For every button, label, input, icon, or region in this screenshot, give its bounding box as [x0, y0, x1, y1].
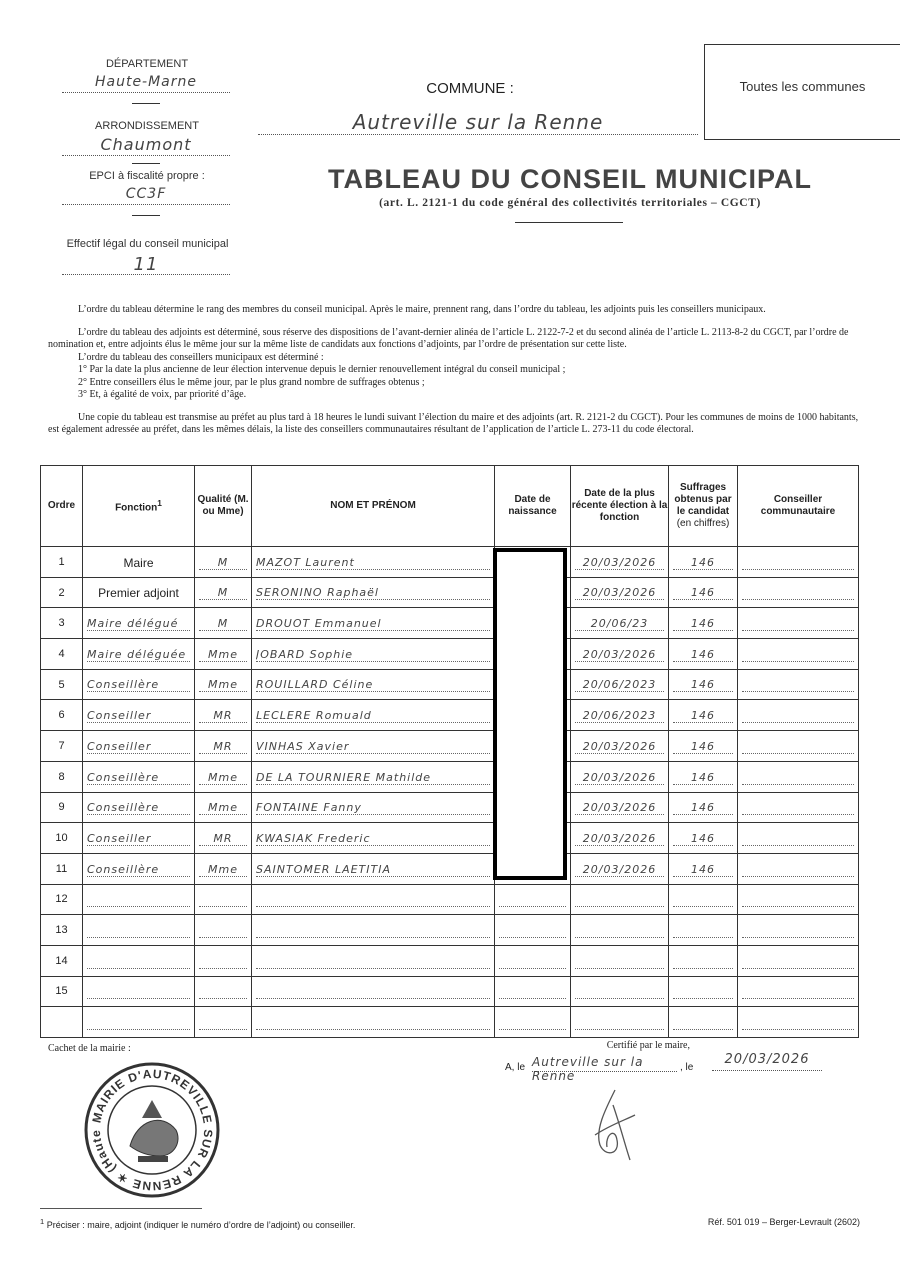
- suffrages-cell: [669, 669, 738, 700]
- effectif-label: Effectif légal du conseil municipal: [66, 238, 229, 250]
- fonction-cell-value: [87, 937, 190, 938]
- election-cell: [571, 700, 669, 731]
- election-cell-value: [575, 937, 664, 938]
- suffrages-cell: [669, 945, 738, 976]
- suffrages-cell: [669, 608, 738, 639]
- fonction-cell-value: [87, 968, 190, 969]
- suffrages-cell-value: 146: [673, 678, 733, 692]
- naissance-cell: [495, 915, 571, 946]
- arrondissement-label: ARRONDISSEMENT: [95, 120, 199, 132]
- qualite-cell-value: MR: [199, 832, 247, 846]
- redaction-box: [493, 548, 567, 880]
- divider: [132, 163, 160, 164]
- arrondissement-value: Chaumont: [62, 135, 230, 156]
- communautaire-cell: [738, 639, 859, 670]
- election-cell: [571, 547, 669, 578]
- page-title: TABLEAU DU CONSEIL MUNICIPAL: [328, 164, 812, 194]
- suffrages-cell: [669, 1007, 738, 1038]
- departement-label: DÉPARTEMENT: [105, 58, 189, 70]
- communautaire-cell: [738, 700, 859, 731]
- ordre-cell: [41, 1007, 83, 1038]
- table-row: [41, 853, 859, 884]
- footnote-marker: 1: [157, 498, 162, 509]
- ordre-cell: 4: [41, 639, 83, 670]
- divider: [515, 222, 623, 223]
- intro-paragraph: Une copie du tableau est transmise au préfet au plus tard à 18 heures le lundi suivant l’élection du maire et des adjoints (art. R. 2121-2 du CGCT). Pour les communes de moins de 1000 habitants, est également adressée au préfet, dans les mêmes délais, la liste des conseillers communautaires résultant de l’application de l’article L. 273-11 du code électoral.: [48, 411, 859, 435]
- qualite-cell-value: [199, 968, 247, 969]
- nom-cell-value: VINHAS Xavier: [256, 740, 490, 754]
- ordre-cell: 5: [41, 669, 83, 700]
- nom-cell: [252, 884, 495, 915]
- fonction-cell-value: [87, 998, 190, 999]
- intro-paragraph: L’ordre du tableau des adjoints est déterminé, sous réserve des dispositions de l’avant-dernier alinéa de l’article L. 2122-7-2 et du second alinéa de l’article L. 2113-8-2 du CGCT, par l’ordre de nomination et, entre adjoints élus le même jour sur la même liste de candidats aux fonctions d’adjoints, par l’ordre de présentation sur cette liste.: [48, 326, 849, 350]
- nom-cell-value: DE LA TOURNIERE Mathilde: [256, 771, 490, 785]
- toutes-communes-text: Toutes les communes: [739, 79, 866, 94]
- certifie-label: Certifié par le maire,: [606, 1040, 690, 1051]
- qualite-cell: [195, 608, 252, 639]
- divider: [132, 103, 160, 104]
- election-cell-value: [575, 1029, 664, 1030]
- header-naissance: Date de naissance: [495, 466, 571, 547]
- election-cell: [571, 945, 669, 976]
- fonction-cell: [83, 884, 195, 915]
- nom-cell: [252, 1007, 495, 1038]
- intro-paragraph: L’ordre du tableau détermine le rang des membres du conseil municipal. Après le maire, prennent rang, dans l’ordre du tableau, les adjoints puis les conseillers municipaux.: [78, 304, 766, 315]
- nom-cell-value: [256, 937, 490, 938]
- fonction-cell-value: Maire délégué: [87, 617, 190, 631]
- qualite-cell: [195, 823, 252, 854]
- suffrages-cell: [669, 700, 738, 731]
- election-cell-value: 20/06/23: [575, 617, 664, 631]
- header-election: Date de la plus récente élection à la fonction: [571, 466, 669, 547]
- election-cell: [571, 577, 669, 608]
- suffrages-cell: [669, 547, 738, 578]
- nom-cell-value: [256, 998, 490, 999]
- qualite-cell-value: [199, 998, 247, 999]
- suffrages-cell: [669, 792, 738, 823]
- table-row: [41, 915, 859, 946]
- communautaire-cell-value: [742, 906, 854, 907]
- communautaire-cell: [738, 608, 859, 639]
- nom-cell-value: MAZOT Laurent: [256, 556, 490, 570]
- suffrages-cell-value: 146: [673, 586, 733, 600]
- election-cell: [571, 853, 669, 884]
- qualite-cell: [195, 700, 252, 731]
- election-cell-value: 20/03/2026: [575, 740, 664, 754]
- intro-paragraph: 3° Et, à égalité de voix, par priorité d’âge.: [78, 389, 247, 400]
- fonction-cell: [83, 945, 195, 976]
- suffrages-cell: [669, 853, 738, 884]
- suffrages-cell-value: 146: [673, 832, 733, 846]
- footnote-rule: [40, 1208, 202, 1209]
- fonction-cell: [83, 547, 195, 578]
- header-communautaire: Conseiller communautaire: [738, 466, 859, 547]
- qualite-cell: [195, 945, 252, 976]
- nom-cell-value: KWASIAK Frederic: [256, 832, 490, 846]
- header-fonction: [83, 466, 195, 547]
- fonction-cell-value: Conseillère: [87, 801, 190, 815]
- nom-cell-value: FONTAINE Fanny: [256, 801, 490, 815]
- table-row: [41, 823, 859, 854]
- commune-label: COMMUNE :: [426, 80, 514, 97]
- suffrages-cell-value: [673, 998, 733, 999]
- mairie-stamp: [82, 1060, 222, 1200]
- fonction-cell: [83, 761, 195, 792]
- election-cell: [571, 884, 669, 915]
- ordre-cell: 2: [41, 577, 83, 608]
- communautaire-cell-value: [742, 661, 854, 662]
- election-cell: [571, 608, 669, 639]
- qualite-cell-value: Mme: [199, 771, 247, 785]
- nom-cell: [252, 761, 495, 792]
- fonction-cell: [83, 669, 195, 700]
- conseil-table: [40, 465, 859, 1038]
- reference: Réf. 501 019 – Berger-Levrault (2602): [707, 1217, 860, 1227]
- communautaire-cell: [738, 577, 859, 608]
- fonction-cell: [83, 792, 195, 823]
- naissance-cell-value: [499, 937, 566, 938]
- fonction-cell-value: Conseillère: [87, 678, 190, 692]
- communautaire-cell: [738, 976, 859, 1007]
- table-row: [41, 792, 859, 823]
- qualite-cell: [195, 792, 252, 823]
- ordre-cell: 15: [41, 976, 83, 1007]
- table-row: [41, 731, 859, 762]
- communautaire-cell: [738, 731, 859, 762]
- fonction-cell: [83, 731, 195, 762]
- ordre-cell: 1: [41, 547, 83, 578]
- communautaire-cell-value: [742, 753, 854, 754]
- nom-cell: [252, 945, 495, 976]
- nom-cell-value: LECLERE Romuald: [256, 709, 490, 723]
- footnote-sup: 1: [40, 1217, 45, 1226]
- communautaire-cell: [738, 884, 859, 915]
- ordre-cell: 14: [41, 945, 83, 976]
- fonction-cell: [83, 1007, 195, 1038]
- suffrages-cell-value: 146: [673, 709, 733, 723]
- suffrages-cell-value: 146: [673, 771, 733, 785]
- election-cell: [571, 731, 669, 762]
- fonction-cell: [83, 608, 195, 639]
- communautaire-cell-value: [742, 569, 854, 570]
- communautaire-cell-value: [742, 845, 854, 846]
- ordre-cell: 9: [41, 792, 83, 823]
- nom-cell: [252, 853, 495, 884]
- communautaire-cell-value: [742, 722, 854, 723]
- suffrages-cell-value: 146: [673, 740, 733, 754]
- qualite-cell: [195, 1007, 252, 1038]
- communautaire-cell-value: [742, 876, 854, 877]
- suffrages-cell: [669, 976, 738, 1007]
- ordre-cell: 12: [41, 884, 83, 915]
- footnote-text: Préciser : maire, adjoint (indiquer le numéro d’ordre de l’adjoint) ou conseiller.: [46, 1220, 356, 1230]
- election-cell-value: 20/03/2026: [575, 771, 664, 785]
- suffrages-cell-value: [673, 937, 733, 938]
- effectif-value: 11: [62, 254, 230, 275]
- nom-cell-value: [256, 906, 490, 907]
- nom-cell: [252, 669, 495, 700]
- cachet-label: Cachet de la mairie :: [48, 1043, 131, 1054]
- naissance-cell: [495, 976, 571, 1007]
- communautaire-cell: [738, 547, 859, 578]
- header-nom: NOM ET PRÉNOM: [252, 466, 495, 547]
- suffrages-cell: [669, 884, 738, 915]
- qualite-cell: [195, 731, 252, 762]
- intro-paragraph: L’ordre du tableau des conseillers municipaux est déterminé :: [78, 351, 324, 363]
- election-cell-value: 20/03/2026: [575, 586, 664, 600]
- election-cell-value: 20/03/2026: [575, 556, 664, 570]
- qualite-cell-value: Mme: [199, 801, 247, 815]
- communautaire-cell: [738, 915, 859, 946]
- intro-paragraph: 1° Par la date la plus ancienne de leur élection intervenue depuis le dernier renouvellement intégral du conseil municipal ;: [78, 364, 566, 375]
- communautaire-cell-value: [742, 968, 854, 969]
- ordre-cell: 11: [41, 853, 83, 884]
- table-row: [41, 669, 859, 700]
- nom-cell-value: SERONINO Raphaël: [256, 586, 490, 600]
- nom-cell: [252, 700, 495, 731]
- table-header-row: [41, 466, 859, 547]
- suffrages-cell: [669, 639, 738, 670]
- election-cell-value: 20/06/2023: [575, 709, 664, 723]
- qualite-cell: [195, 853, 252, 884]
- header-suffrages: [669, 466, 738, 547]
- naissance-cell-value: [499, 1029, 566, 1030]
- communautaire-cell: [738, 792, 859, 823]
- table-row: [41, 577, 859, 608]
- qualite-cell: [195, 761, 252, 792]
- qualite-cell-value: [199, 937, 247, 938]
- header-fonction-text: Fonction: [115, 502, 158, 514]
- fonction-cell-value: Conseiller: [87, 740, 190, 754]
- page-subtitle: (art. L. 2121-1 du code général des collectivités territoriales – CGCT): [379, 197, 761, 209]
- election-cell-value: 20/03/2026: [575, 863, 664, 877]
- suffrages-cell: [669, 577, 738, 608]
- nom-cell: [252, 731, 495, 762]
- qualite-cell: [195, 976, 252, 1007]
- qualite-cell: [195, 547, 252, 578]
- communautaire-cell-value: [742, 1029, 854, 1030]
- table-row: [41, 700, 859, 731]
- nom-cell-value: SAINTOMER LAETITIA: [256, 863, 490, 877]
- communautaire-cell: [738, 853, 859, 884]
- communautaire-cell-value: [742, 599, 854, 600]
- table-row: [41, 608, 859, 639]
- nom-cell-value: ROUILLARD Céline: [256, 678, 490, 692]
- signature-icon: [575, 1085, 655, 1165]
- intro-text: [48, 304, 860, 437]
- table-row: [41, 945, 859, 976]
- table-row: [41, 976, 859, 1007]
- suffrages-cell: [669, 915, 738, 946]
- lieu-value: Autreville sur la Renne: [532, 1055, 677, 1072]
- election-cell-value: 20/03/2026: [575, 801, 664, 815]
- election-cell-value: 20/06/2023: [575, 678, 664, 692]
- fonction-cell: [83, 700, 195, 731]
- header-qualite: Qualité (M. ou Mme): [195, 466, 252, 547]
- table-row: [41, 547, 859, 578]
- qualite-cell-value: M: [199, 617, 247, 631]
- naissance-cell: [495, 1007, 571, 1038]
- nom-cell: [252, 639, 495, 670]
- qualite-cell-value: [199, 1029, 247, 1030]
- table-row: [41, 639, 859, 670]
- election-cell: [571, 639, 669, 670]
- epci-label: EPCI à fiscalité propre :: [89, 170, 205, 182]
- nom-cell: [252, 577, 495, 608]
- ordre-cell: 13: [41, 915, 83, 946]
- nom-cell-value: [256, 968, 490, 969]
- naissance-cell-value: [499, 906, 566, 907]
- ordre-cell: 8: [41, 761, 83, 792]
- nom-cell: [252, 915, 495, 946]
- nom-cell-value: JOBARD Sophie: [256, 648, 490, 662]
- suffrages-cell: [669, 823, 738, 854]
- fonction-cell: [83, 823, 195, 854]
- election-cell: [571, 915, 669, 946]
- header-suffrages-text: Suffrages obtenus par le candidat: [674, 482, 732, 517]
- communautaire-cell-value: [742, 814, 854, 815]
- suffrages-cell-value: [673, 906, 733, 907]
- qualite-cell-value: M: [199, 556, 247, 570]
- naissance-cell: [495, 945, 571, 976]
- communautaire-cell-value: [742, 937, 854, 938]
- qualite-cell-value: M: [199, 586, 247, 600]
- toutes-communes-box: [704, 44, 900, 140]
- stamp-seal-icon: [82, 1060, 222, 1200]
- suffrages-cell-value: [673, 1029, 733, 1030]
- naissance-cell-value: [499, 998, 566, 999]
- commune-value: Autreville sur la Renne: [258, 110, 698, 135]
- election-cell: [571, 1007, 669, 1038]
- ordre-cell: 3: [41, 608, 83, 639]
- fonction-cell-value: [87, 1029, 190, 1030]
- election-cell-value: [575, 906, 664, 907]
- communautaire-cell: [738, 823, 859, 854]
- communautaire-cell-value: [742, 630, 854, 631]
- suffrages-cell-value: 146: [673, 617, 733, 631]
- qualite-cell-value: Mme: [199, 678, 247, 692]
- nom-cell-value: [256, 1029, 490, 1030]
- nom-cell: [252, 792, 495, 823]
- communautaire-cell-value: [742, 998, 854, 999]
- nom-cell-value: DROUOT Emmanuel: [256, 617, 490, 631]
- fonction-cell-value: Conseillère: [87, 771, 190, 785]
- table-row: [41, 1007, 859, 1038]
- qualite-cell-value: [199, 906, 247, 907]
- departement-value: Haute-Marne: [62, 74, 230, 93]
- election-cell: [571, 976, 669, 1007]
- fonction-cell: [83, 976, 195, 1007]
- fonction-cell-value: Conseillère: [87, 863, 190, 877]
- nom-cell: [252, 976, 495, 1007]
- header-suffrages-sub: (en chiffres): [676, 518, 730, 529]
- communautaire-cell: [738, 669, 859, 700]
- nom-cell: [252, 547, 495, 578]
- fonction-cell: [83, 639, 195, 670]
- fonction-cell-value: Conseiller: [87, 709, 190, 723]
- fonction-cell-value: Maire: [123, 556, 154, 570]
- fonction-cell-value: Maire déléguée: [87, 648, 190, 662]
- epci-value: CC3F: [62, 186, 230, 205]
- election-cell: [571, 792, 669, 823]
- suffrages-cell: [669, 731, 738, 762]
- election-cell: [571, 823, 669, 854]
- svg-text:MAIRIE D'AUTREVILLE SUR LA REN: MAIRIE D'AUTREVILLE SUR LA RENNE ✶ (Haute: [88, 1066, 216, 1194]
- header-ordre: Ordre: [41, 466, 83, 547]
- suffrages-cell-value: 146: [673, 801, 733, 815]
- fonction-cell: [83, 853, 195, 884]
- table-row: [41, 884, 859, 915]
- table-row: [41, 761, 859, 792]
- qualite-cell: [195, 669, 252, 700]
- suffrages-cell-value: 146: [673, 648, 733, 662]
- fonction-cell: [83, 577, 195, 608]
- fonction-cell-value: Premier adjoint: [98, 587, 179, 601]
- le-label: , le: [680, 1062, 694, 1073]
- qualite-cell: [195, 884, 252, 915]
- qualite-cell-value: MR: [199, 740, 247, 754]
- qualite-cell: [195, 577, 252, 608]
- suffrages-cell: [669, 761, 738, 792]
- qualite-cell-value: Mme: [199, 863, 247, 877]
- election-cell-value: 20/03/2026: [575, 832, 664, 846]
- ordre-cell: 7: [41, 731, 83, 762]
- footnote: [40, 1217, 355, 1230]
- suffrages-cell-value: [673, 968, 733, 969]
- divider: [132, 215, 160, 216]
- election-cell-value: [575, 968, 664, 969]
- communautaire-cell-value: [742, 784, 854, 785]
- election-cell-value: [575, 998, 664, 999]
- fonction-cell-value: Conseiller: [87, 832, 190, 846]
- qualite-cell-value: MR: [199, 709, 247, 723]
- fonction-cell-value: [87, 906, 190, 907]
- suffrages-cell-value: 146: [673, 863, 733, 877]
- nom-cell: [252, 823, 495, 854]
- qualite-cell: [195, 915, 252, 946]
- communautaire-cell: [738, 945, 859, 976]
- naissance-cell: [495, 884, 571, 915]
- qualite-cell: [195, 639, 252, 670]
- communautaire-cell: [738, 1007, 859, 1038]
- ordre-cell: 10: [41, 823, 83, 854]
- election-cell-value: 20/03/2026: [575, 648, 664, 662]
- qualite-cell-value: Mme: [199, 648, 247, 662]
- naissance-cell-value: [499, 968, 566, 969]
- date-value: 20/03/2026: [712, 1052, 822, 1071]
- suffrages-cell-value: 146: [673, 556, 733, 570]
- intro-paragraph: 2° Entre conseillers élus le même jour, par le plus grand nombre de suffrages obtenus ;: [78, 376, 425, 388]
- a-le-label: A, le: [505, 1062, 526, 1073]
- election-cell: [571, 669, 669, 700]
- election-cell: [571, 761, 669, 792]
- ordre-cell: 6: [41, 700, 83, 731]
- communautaire-cell: [738, 761, 859, 792]
- fonction-cell: [83, 915, 195, 946]
- communautaire-cell-value: [742, 691, 854, 692]
- nom-cell: [252, 608, 495, 639]
